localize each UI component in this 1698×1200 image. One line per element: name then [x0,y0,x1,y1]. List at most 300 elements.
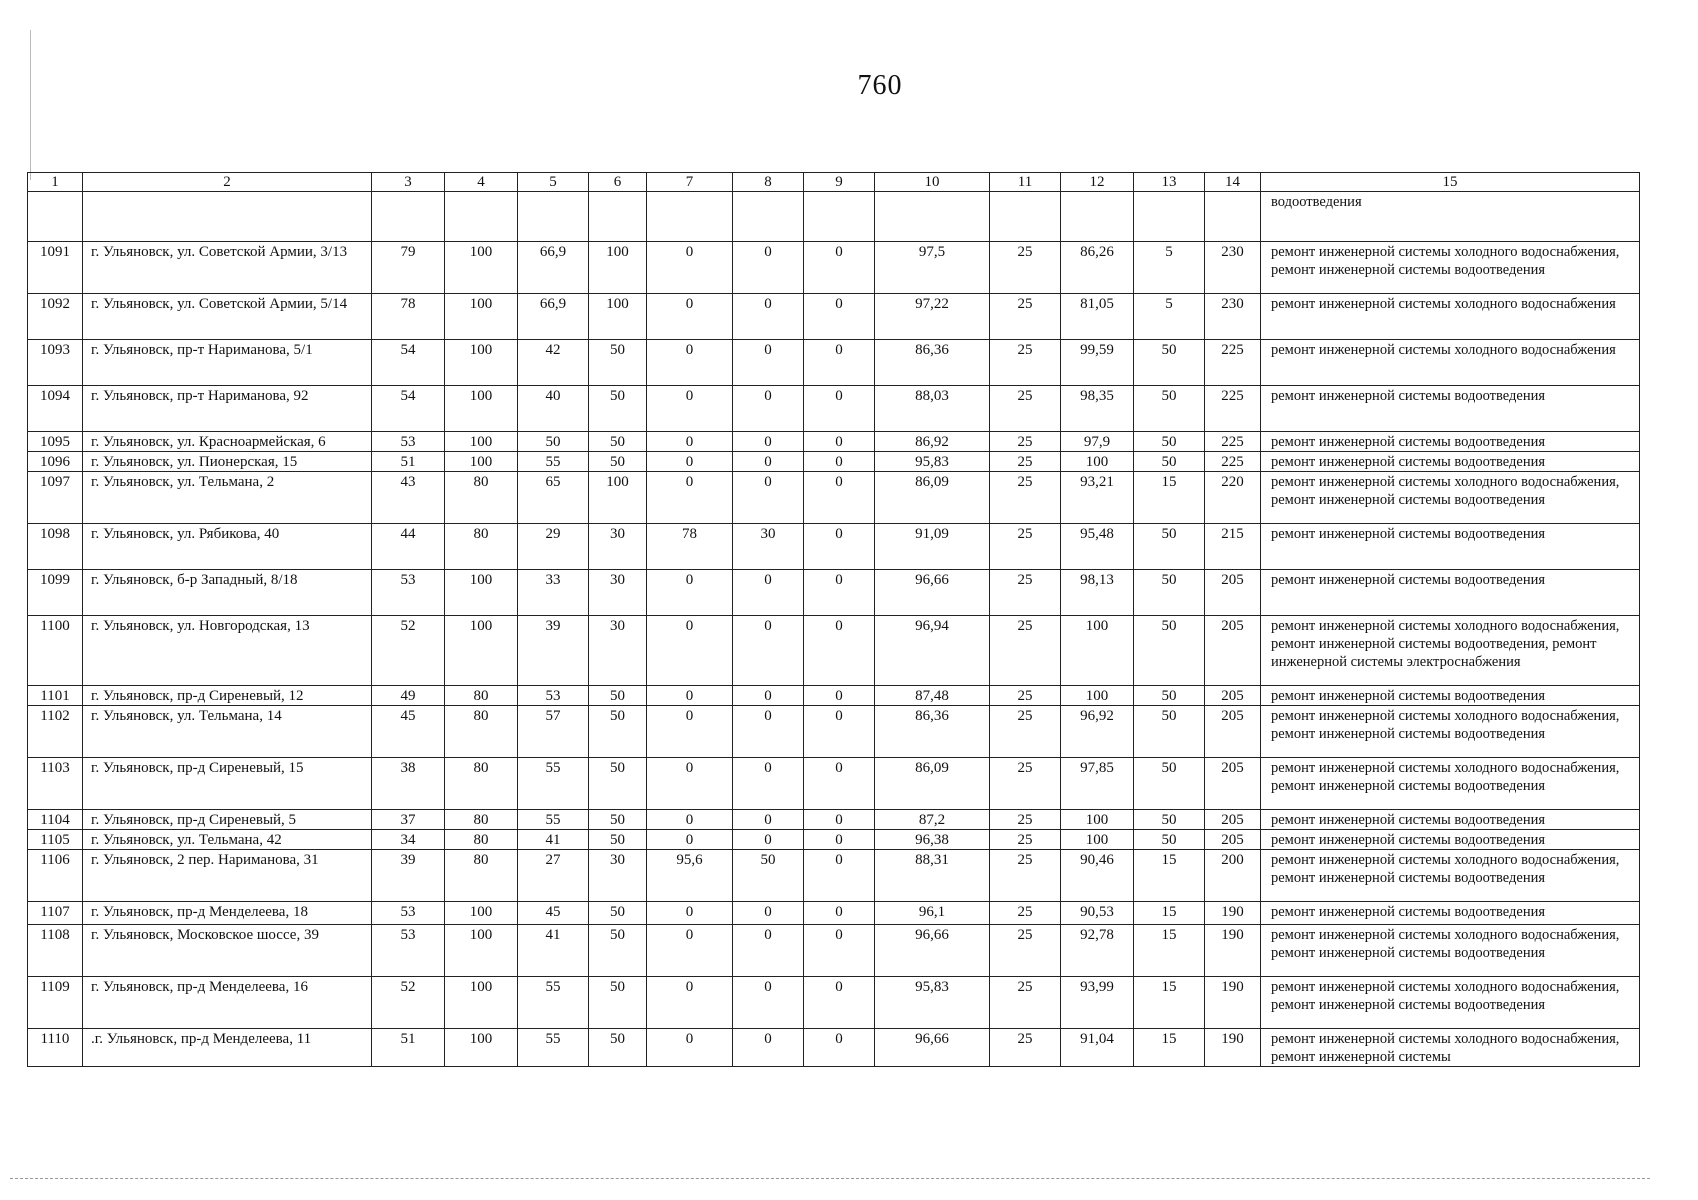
row-number: 1092 [28,294,83,340]
address-cell: г. Ульяновск, пр-д Сиреневый, 12 [83,686,372,706]
value-cell-c3: 37 [372,810,445,830]
value-cell-c8: 0 [733,902,804,925]
value-cell-c5: 53 [518,686,589,706]
works-cell: ремонт инженерной системы холодного водоснабжения, ремонт инженерной системы водоотведения [1261,977,1640,1029]
value-cell-c5: 33 [518,570,589,616]
row-number: 1096 [28,452,83,472]
table-row [28,830,1640,850]
value-cell-c5: 39 [518,616,589,686]
value-cell-c14: 205 [1205,758,1261,810]
row-number: 1109 [28,977,83,1029]
value-cell-c11: 25 [990,452,1061,472]
value-cell-c8: 0 [733,977,804,1029]
works-cell: ремонт инженерной системы водоотведения [1261,432,1640,452]
value-cell-c3: 79 [372,242,445,294]
row-number: 1110 [28,1029,83,1067]
address-cell: г. Ульяновск, Московское шоссе, 39 [83,925,372,977]
value-cell-c10: 87,48 [875,686,990,706]
value-cell-c6: 50 [589,977,647,1029]
value-cell-c8: 0 [733,925,804,977]
value-cell-c14: 205 [1205,686,1261,706]
value-cell-c3: 52 [372,616,445,686]
column-header-9: 9 [804,173,875,192]
column-header-4: 4 [445,173,518,192]
value-cell-c12: 100 [1061,686,1134,706]
value-cell-c9: 0 [804,902,875,925]
value-cell-c14: 205 [1205,616,1261,686]
value-cell-c10: 86,09 [875,758,990,810]
row-number: 1108 [28,925,83,977]
value-cell-c8: 0 [733,242,804,294]
value-cell-c7: 0 [647,925,733,977]
value-cell-c4: 100 [445,1029,518,1067]
column-header-14: 14 [1205,173,1261,192]
value-cell-c8: 50 [733,850,804,902]
table-row [28,977,1640,1029]
value-cell-c3: 38 [372,758,445,810]
value-cell-c14: 225 [1205,340,1261,386]
row-number: 1105 [28,830,83,850]
value-cell-c3: 53 [372,902,445,925]
value-cell-c8: 30 [733,524,804,570]
works-cell: ремонт инженерной системы водоотведения [1261,570,1640,616]
value-cell-c14: 220 [1205,472,1261,524]
value-cell-c6: 50 [589,810,647,830]
value-cell-c3: 51 [372,452,445,472]
value-cell-c3: 45 [372,706,445,758]
value-cell-c13: 50 [1134,686,1205,706]
value-cell-c11: 25 [990,432,1061,452]
value-cell-c7: 0 [647,706,733,758]
value-cell-c6: 30 [589,850,647,902]
value-cell-c6: 50 [589,386,647,432]
value-cell-c7: 95,6 [647,850,733,902]
value-cell-c4: 80 [445,810,518,830]
row-number: 1095 [28,432,83,452]
value-cell-c9: 0 [804,570,875,616]
value-cell-c11: 25 [990,925,1061,977]
address-cell: г. Ульяновск, ул. Красноармейская, 6 [83,432,372,452]
row-number: 1103 [28,758,83,810]
value-cell-c4: 80 [445,830,518,850]
value-cell-c8: 0 [733,452,804,472]
value-cell-c14: 225 [1205,432,1261,452]
table-row [28,758,1640,810]
table-body [28,173,1640,1067]
value-cell-c7: 0 [647,686,733,706]
value-cell-c9: 0 [804,706,875,758]
value-cell-c8: 0 [733,432,804,452]
value-cell-c6: 50 [589,1029,647,1067]
value-cell-c13: 50 [1134,386,1205,432]
column-header-7: 7 [647,173,733,192]
value-cell-c5: 45 [518,902,589,925]
value-cell-c6: 100 [589,472,647,524]
value-cell-c9: 0 [804,850,875,902]
value-cell-c12: 86,26 [1061,242,1134,294]
value-cell-c7: 0 [647,1029,733,1067]
row-number: 1101 [28,686,83,706]
header-row [28,173,1640,192]
address-cell: г. Ульяновск, пр-т Нариманова, 5/1 [83,340,372,386]
table-row [28,452,1640,472]
value-cell-c10: 88,31 [875,850,990,902]
works-cell: ремонт инженерной системы водоотведения [1261,386,1640,432]
value-cell-c5: 40 [518,386,589,432]
works-cell: ремонт инженерной системы водоотведения [1261,452,1640,472]
value-cell-c14: 205 [1205,706,1261,758]
value-cell-c10: 86,36 [875,340,990,386]
column-header-15: 15 [1261,173,1640,192]
row-number: 1098 [28,524,83,570]
value-cell-c14: 190 [1205,925,1261,977]
row-number: 1094 [28,386,83,432]
value-cell-c8: 0 [733,758,804,810]
value-cell-c11: 25 [990,686,1061,706]
value-cell-c4: 100 [445,452,518,472]
address-cell: г. Ульяновск, пр-т Нариманова, 92 [83,386,372,432]
value-cell-c10: 88,03 [875,386,990,432]
value-cell-c10: 95,83 [875,452,990,472]
value-cell-c8: 0 [733,340,804,386]
value-cell-c12: 96,92 [1061,706,1134,758]
value-cell-c8: 0 [733,294,804,340]
value-cell-c3: 43 [372,472,445,524]
value-cell-c13: 15 [1134,1029,1205,1067]
table-row [28,472,1640,524]
value-cell-c12: 92,78 [1061,925,1134,977]
value-cell-c3: 51 [372,1029,445,1067]
column-header-12: 12 [1061,173,1134,192]
value-cell-c5: 66,9 [518,294,589,340]
value-cell-c9: 0 [804,686,875,706]
value-cell-c10: 96,66 [875,1029,990,1067]
works-cell: ремонт инженерной системы водоотведения [1261,902,1640,925]
value-cell-c4: 80 [445,706,518,758]
value-cell-c7: 0 [647,758,733,810]
value-cell-c5: 41 [518,830,589,850]
value-cell-c11: 25 [990,294,1061,340]
value-cell-c12: 95,48 [1061,524,1134,570]
value-cell-c12: 98,13 [1061,570,1134,616]
value-cell-c14: 205 [1205,830,1261,850]
value-cell-c9: 0 [804,925,875,977]
value-cell-c3: 53 [372,925,445,977]
value-cell-c13: 50 [1134,616,1205,686]
address-cell: г. Ульяновск, пр-д Сиреневый, 5 [83,810,372,830]
address-cell: г. Ульяновск, пр-д Сиреневый, 15 [83,758,372,810]
value-cell-c5: 55 [518,977,589,1029]
value-cell-c14: 190 [1205,977,1261,1029]
value-cell-c7: 0 [647,472,733,524]
value-cell-c12: 100 [1061,452,1134,472]
value-cell-c9: 0 [804,977,875,1029]
value-cell-c12: 81,05 [1061,294,1134,340]
value-cell-c7: 0 [647,810,733,830]
value-cell-c7: 0 [647,452,733,472]
value-cell-c13: 15 [1134,977,1205,1029]
value-cell-c4: 100 [445,432,518,452]
value-cell-c14: 225 [1205,452,1261,472]
value-cell-c8: 0 [733,1029,804,1067]
works-cell: ремонт инженерной системы холодного водоснабжения, ремонт инженерной системы водоотведения [1261,925,1640,977]
value-cell-c10: 86,09 [875,472,990,524]
value-cell-c9: 0 [804,616,875,686]
works-cell: ремонт инженерной системы холодного водоснабжения [1261,294,1640,340]
address-cell: г. Ульяновск, ул. Тельмана, 42 [83,830,372,850]
value-cell-c13: 5 [1134,242,1205,294]
value-cell-c7: 0 [647,386,733,432]
value-cell-c4: 80 [445,524,518,570]
address-cell: г. Ульяновск, ул. Советской Армии, 5/14 [83,294,372,340]
value-cell-c4: 80 [445,850,518,902]
value-cell-c11: 25 [990,242,1061,294]
value-cell-c11: 25 [990,810,1061,830]
value-cell-c5: 50 [518,432,589,452]
table-row [28,242,1640,294]
address-cell: г. Ульяновск, ул. Рябикова, 40 [83,524,372,570]
value-cell-c5: 41 [518,925,589,977]
value-cell-c12: 90,46 [1061,850,1134,902]
table-row [28,686,1640,706]
value-cell-c11: 25 [990,1029,1061,1067]
value-cell-c13: 50 [1134,706,1205,758]
value-cell-c11: 25 [990,758,1061,810]
address-cell: г. Ульяновск, ул. Новгородская, 13 [83,616,372,686]
value-cell-c14: 230 [1205,294,1261,340]
value-cell-c12: 99,59 [1061,340,1134,386]
continuation-text: водоотведения [1261,192,1640,242]
row-number: 1097 [28,472,83,524]
value-cell-c12: 100 [1061,810,1134,830]
value-cell-c9: 0 [804,472,875,524]
address-cell: г. Ульяновск, б-р Западный, 8/18 [83,570,372,616]
table-row [28,570,1640,616]
value-cell-c13: 50 [1134,810,1205,830]
value-cell-c12: 91,04 [1061,1029,1134,1067]
value-cell-c7: 0 [647,242,733,294]
value-cell-c4: 100 [445,570,518,616]
works-cell: ремонт инженерной системы холодного водоснабжения, ремонт инженерной системы водоотведения [1261,758,1640,810]
works-cell: ремонт инженерной системы холодного водоснабжения, ремонт инженерной системы водоотведения [1261,242,1640,294]
value-cell-c9: 0 [804,294,875,340]
value-cell-c4: 100 [445,340,518,386]
value-cell-c5: 55 [518,1029,589,1067]
value-cell-c3: 34 [372,830,445,850]
value-cell-c9: 0 [804,432,875,452]
value-cell-c4: 100 [445,902,518,925]
value-cell-c4: 80 [445,472,518,524]
value-cell-c11: 25 [990,850,1061,902]
value-cell-c5: 65 [518,472,589,524]
address-cell: г. Ульяновск, пр-д Менделеева, 18 [83,902,372,925]
value-cell-c13: 15 [1134,925,1205,977]
address-cell: г. Ульяновск, ул. Советской Армии, 3/13 [83,242,372,294]
value-cell-c10: 86,92 [875,432,990,452]
value-cell-c6: 50 [589,706,647,758]
column-header-8: 8 [733,173,804,192]
value-cell-c4: 100 [445,925,518,977]
value-cell-c7: 0 [647,340,733,386]
value-cell-c9: 0 [804,1029,875,1067]
value-cell-c13: 15 [1134,472,1205,524]
value-cell-c12: 97,9 [1061,432,1134,452]
row-number: 1106 [28,850,83,902]
value-cell-c10: 97,22 [875,294,990,340]
value-cell-c4: 100 [445,242,518,294]
value-cell-c8: 0 [733,386,804,432]
value-cell-c11: 25 [990,340,1061,386]
column-header-13: 13 [1134,173,1205,192]
value-cell-c12: 90,53 [1061,902,1134,925]
table-row [28,850,1640,902]
value-cell-c9: 0 [804,386,875,432]
value-cell-c9: 0 [804,810,875,830]
value-cell-c7: 78 [647,524,733,570]
value-cell-c4: 100 [445,616,518,686]
value-cell-c12: 100 [1061,830,1134,850]
value-cell-c13: 15 [1134,902,1205,925]
row-number: 1100 [28,616,83,686]
value-cell-c11: 25 [990,706,1061,758]
address-cell: г. Ульяновск, ул. Тельмана, 14 [83,706,372,758]
value-cell-c14: 200 [1205,850,1261,902]
value-cell-c8: 0 [733,616,804,686]
row-number: 1099 [28,570,83,616]
value-cell-c7: 0 [647,432,733,452]
value-cell-c4: 80 [445,686,518,706]
repair-table [27,172,1640,1067]
value-cell-c4: 100 [445,386,518,432]
value-cell-c10: 97,5 [875,242,990,294]
value-cell-c12: 98,35 [1061,386,1134,432]
column-header-1: 1 [28,173,83,192]
value-cell-c9: 0 [804,452,875,472]
value-cell-c4: 100 [445,977,518,1029]
value-cell-c7: 0 [647,902,733,925]
table-row [28,432,1640,452]
value-cell-c12: 93,99 [1061,977,1134,1029]
value-cell-c11: 25 [990,977,1061,1029]
value-cell-c10: 96,66 [875,570,990,616]
value-cell-c6: 50 [589,452,647,472]
value-cell-c13: 15 [1134,850,1205,902]
row-number: 1093 [28,340,83,386]
works-cell: ремонт инженерной системы холодного водоснабжения, ремонт инженерной системы водоотведения [1261,472,1640,524]
value-cell-c6: 50 [589,340,647,386]
value-cell-c4: 100 [445,294,518,340]
value-cell-c7: 0 [647,570,733,616]
value-cell-c6: 50 [589,830,647,850]
works-cell: ремонт инженерной системы холодного водоснабжения, ремонт инженерной системы [1261,1029,1640,1067]
value-cell-c14: 215 [1205,524,1261,570]
value-cell-c5: 55 [518,758,589,810]
value-cell-c11: 25 [990,524,1061,570]
value-cell-c11: 25 [990,830,1061,850]
address-cell: .г. Ульяновск, пр-д Менделеева, 11 [83,1029,372,1067]
value-cell-c11: 25 [990,570,1061,616]
value-cell-c3: 78 [372,294,445,340]
column-header-6: 6 [589,173,647,192]
table-row [28,925,1640,977]
works-cell: ремонт инженерной системы холодного водоснабжения, ремонт инженерной системы водоотведения, ремонт инженерной системы электроснабжения [1261,616,1640,686]
value-cell-c10: 96,66 [875,925,990,977]
value-cell-c5: 29 [518,524,589,570]
table-row [28,340,1640,386]
value-cell-c11: 25 [990,616,1061,686]
value-cell-c5: 57 [518,706,589,758]
value-cell-c8: 0 [733,706,804,758]
column-header-11: 11 [990,173,1061,192]
value-cell-c5: 42 [518,340,589,386]
column-header-3: 3 [372,173,445,192]
row-number: 1104 [28,810,83,830]
value-cell-c6: 50 [589,432,647,452]
value-cell-c6: 30 [589,524,647,570]
address-cell: г. Ульяновск, 2 пер. Нариманова, 31 [83,850,372,902]
column-header-2: 2 [83,173,372,192]
value-cell-c12: 97,85 [1061,758,1134,810]
table-row [28,902,1640,925]
value-cell-c13: 5 [1134,294,1205,340]
value-cell-c6: 100 [589,294,647,340]
address-cell: г. Ульяновск, ул. Пионерская, 15 [83,452,372,472]
value-cell-c13: 50 [1134,452,1205,472]
value-cell-c11: 25 [990,386,1061,432]
value-cell-c14: 205 [1205,570,1261,616]
value-cell-c9: 0 [804,340,875,386]
value-cell-c8: 0 [733,686,804,706]
works-cell: ремонт инженерной системы водоотведения [1261,810,1640,830]
works-cell: ремонт инженерной системы холодного водоснабжения, ремонт инженерной системы водоотведения [1261,706,1640,758]
value-cell-c10: 91,09 [875,524,990,570]
value-cell-c11: 25 [990,902,1061,925]
value-cell-c3: 53 [372,432,445,452]
value-cell-c7: 0 [647,294,733,340]
value-cell-c9: 0 [804,758,875,810]
value-cell-c12: 100 [1061,616,1134,686]
value-cell-c14: 190 [1205,1029,1261,1067]
value-cell-c13: 50 [1134,758,1205,810]
scan-artifact-line [10,1178,1650,1179]
value-cell-c8: 0 [733,810,804,830]
value-cell-c6: 30 [589,616,647,686]
value-cell-c13: 50 [1134,570,1205,616]
value-cell-c10: 95,83 [875,977,990,1029]
value-cell-c6: 100 [589,242,647,294]
value-cell-c13: 50 [1134,340,1205,386]
value-cell-c8: 0 [733,472,804,524]
table-row [28,810,1640,830]
value-cell-c7: 0 [647,977,733,1029]
value-cell-c9: 0 [804,524,875,570]
value-cell-c5: 66,9 [518,242,589,294]
value-cell-c3: 44 [372,524,445,570]
value-cell-c11: 25 [990,472,1061,524]
value-cell-c3: 49 [372,686,445,706]
value-cell-c13: 50 [1134,432,1205,452]
margin-line [30,30,31,180]
value-cell-c5: 27 [518,850,589,902]
column-header-5: 5 [518,173,589,192]
value-cell-c6: 30 [589,570,647,616]
value-cell-c10: 87,2 [875,810,990,830]
page-number: 760 [857,70,903,101]
works-cell: ремонт инженерной системы водоотведения [1261,686,1640,706]
value-cell-c6: 50 [589,925,647,977]
value-cell-c10: 86,36 [875,706,990,758]
works-cell: ремонт инженерной системы холодного водоснабжения, ремонт инженерной системы водоотведения [1261,850,1640,902]
